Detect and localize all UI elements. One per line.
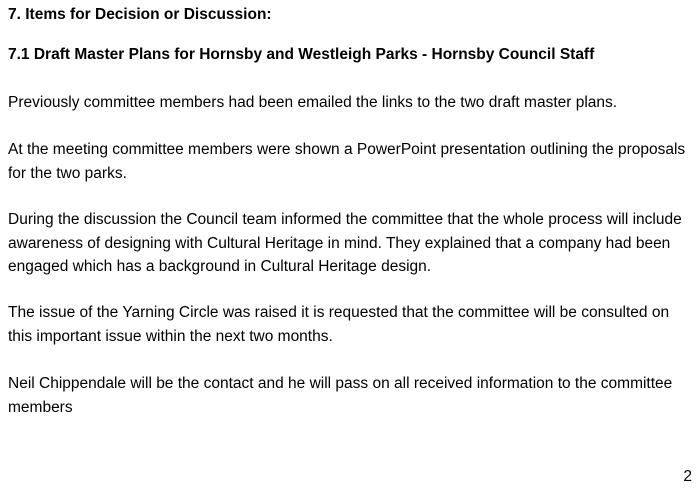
paragraph-contact [8, 372, 694, 419]
paragraph-line: this important issue within the next two months. [8, 327, 333, 345]
section-heading: 7. Items for Decision or Discussion: [8, 6, 272, 23]
paragraph-line: At the meeting committee members were shown a PowerPoint presentation outlining the proposals [8, 141, 686, 158]
paragraph-line: awareness of designing with Cultural Heritage in mind. They explained that a company had been [8, 234, 671, 252]
paragraph-line: members [8, 398, 73, 416]
paragraph-line: During the discussion the Council team informed the committee that the whole process will include [8, 211, 682, 228]
paragraph-line: engaged which has a background in Cultural Heritage design. [8, 258, 432, 275]
paragraph-yarning-circle [8, 301, 694, 348]
item-heading: 7.1 Draft Master Plans for Hornsby and Westleigh Parks - Hornsby Council Staff [8, 46, 595, 63]
paragraph-line: The issue of the Yarning Circle was raised it is requested that the committee will be consulted on [8, 304, 670, 321]
paragraph-emailed-links [8, 91, 694, 115]
paragraph-line: Neil Chippendale will be the contact and he will pass on all received information to the committee [8, 375, 673, 392]
paragraph-cultural-heritage [8, 208, 694, 279]
page-number: 2 [683, 468, 692, 485]
paragraph-line: for the two parks. [8, 164, 127, 182]
paragraph-line: Previously committee members had been emailed the links to the two draft master plans. [8, 94, 618, 111]
paragraph-powerpoint [8, 138, 694, 185]
